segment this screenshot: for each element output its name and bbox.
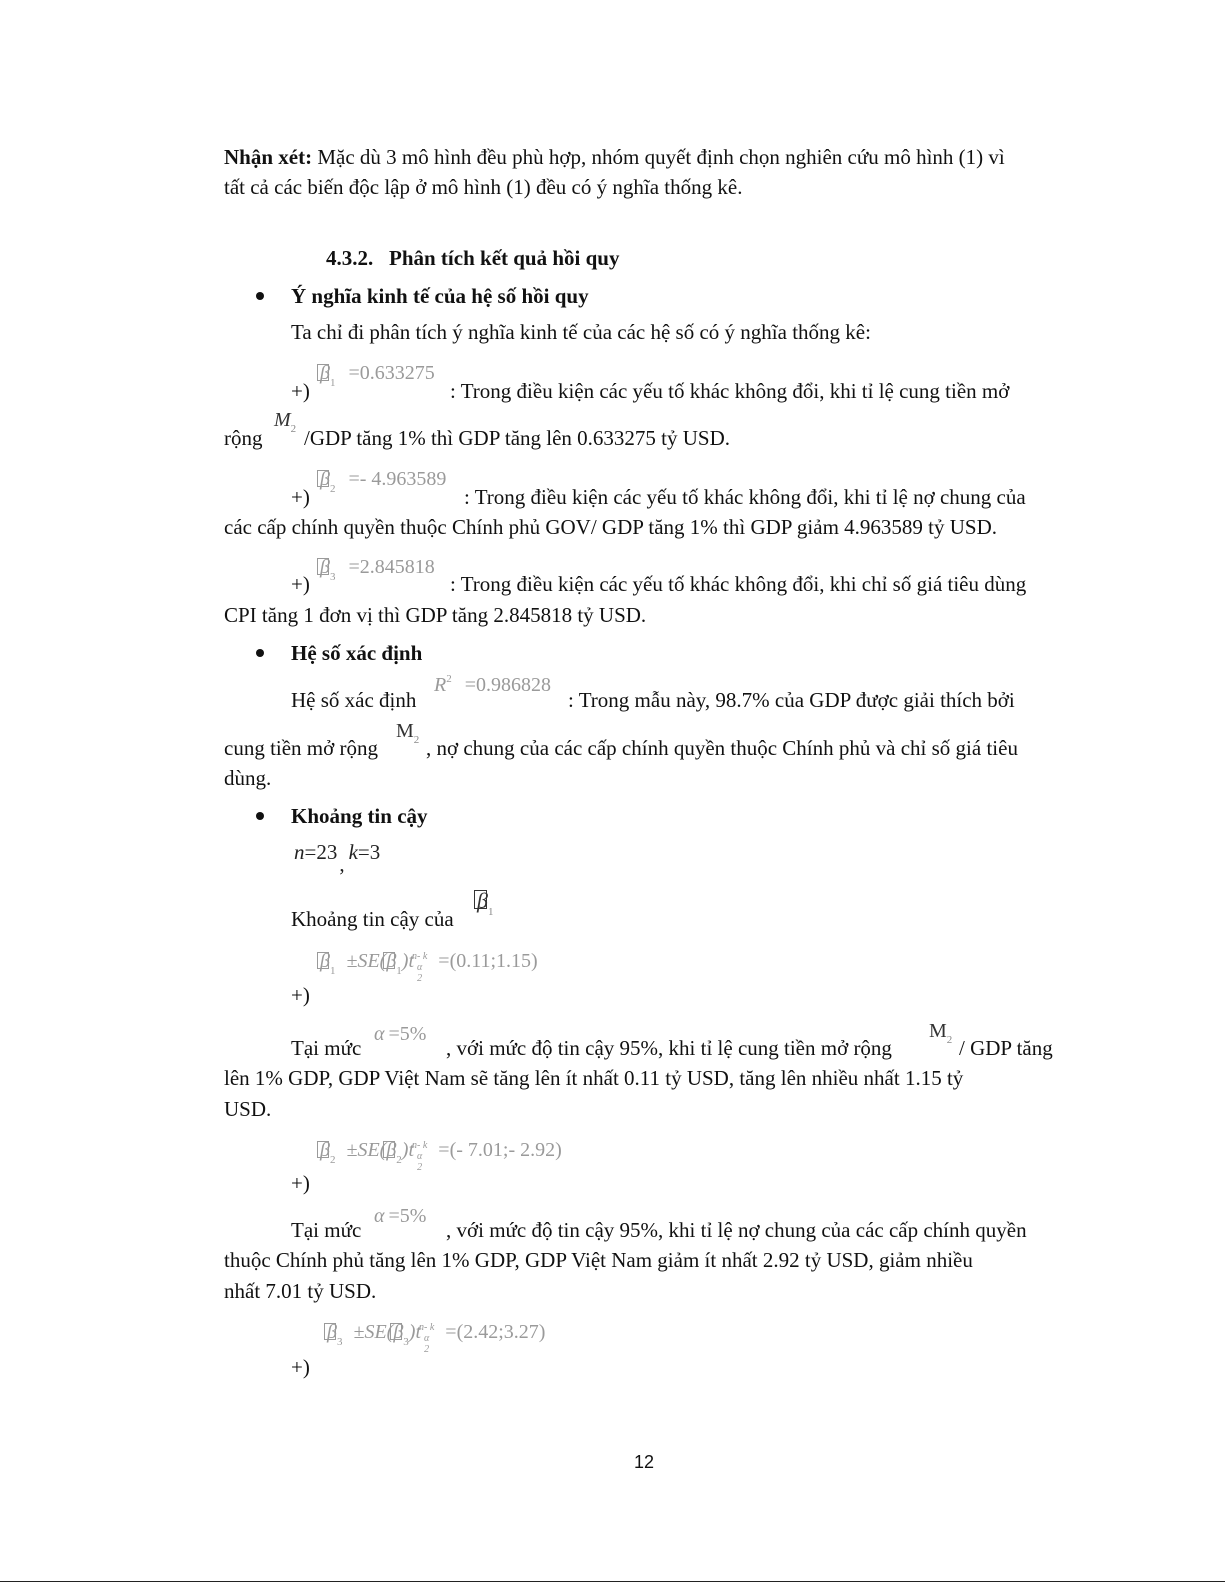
remark-text-1: Mặc dù 3 mô hình đều phù hợp, nhóm quyết định chọn nghiên cứu mô hình (1) vì xyxy=(312,145,1005,169)
r2-text-2b: , nợ chung của các cấp chính quyền thuộc Chính phủ và chỉ số giá tiêu xyxy=(426,736,1018,760)
beta3-text-1: : Trong điều kiện các yếu tố khác không đổi, khi chỉ số giá tiêu dùng xyxy=(450,572,1027,596)
beta2-formula xyxy=(320,468,447,495)
section-number: 4.3.2. xyxy=(326,246,374,270)
ci-p1-b: , với mức độ tin cậy 95%, khi tỉ lệ cung tiền mở rộng xyxy=(446,1036,892,1060)
bullet-dot xyxy=(256,812,264,820)
beta1-sub: 1 xyxy=(329,377,336,389)
r2-sup: 2 xyxy=(446,673,452,685)
section-heading xyxy=(326,243,620,273)
ci-p2-a: Tại mức xyxy=(291,1218,362,1242)
beta3-formula xyxy=(320,556,435,583)
r2-formula xyxy=(434,674,551,697)
r2-value: =0.986828 xyxy=(464,674,551,696)
remark-label: Nhận xét: xyxy=(224,145,313,169)
ci-plus-2: +) xyxy=(291,1171,310,1195)
ci-plus-3: +) xyxy=(291,1355,310,1379)
m2-symbol: $M_2$ xyxy=(929,1020,953,1046)
ci-heading: Khoảng tin cậy xyxy=(291,804,428,828)
r2-heading: Hệ số xác định xyxy=(291,641,423,665)
n-k-values: n=23, k=3 xyxy=(294,840,381,876)
bullet-dot xyxy=(256,292,264,300)
ci-p1-a: Tại mức xyxy=(291,1036,362,1060)
beta3-text-2: CPI tăng 1 đơn vị thì GDP tăng 2.845818 tỷ USD. xyxy=(224,603,647,627)
page-bottom-rule xyxy=(0,1581,1225,1582)
beta1-text-2a: rộng xyxy=(224,426,263,450)
bullet-dot xyxy=(256,649,264,657)
beta2-text-1: : Trong điều kiện các yếu tố khác không đổi, khi tỉ lệ nợ chung của xyxy=(464,485,1026,509)
beta2-sub: 2 xyxy=(329,483,336,495)
k-symbol: k xyxy=(348,840,358,864)
page-number: 12 xyxy=(634,1452,655,1472)
beta3-plus: +) xyxy=(291,572,310,596)
n-symbol: n xyxy=(294,840,305,864)
r2-symbol: R xyxy=(434,674,447,696)
ci-value-1: =(0.11;1.15) xyxy=(438,950,538,972)
r2-text-3: dùng. xyxy=(224,766,272,790)
ci-p2-b: , với mức độ tin cậy 95%, khi tỉ lệ nợ chung của các cấp chính quyền xyxy=(446,1218,1027,1242)
beta1-formula xyxy=(320,362,435,389)
ci-p1-line3: USD. xyxy=(224,1097,272,1121)
ci-label: Khoảng tin cậy của xyxy=(291,907,454,931)
remark-line-1 xyxy=(224,142,1005,172)
beta2-plus: +) xyxy=(291,485,310,509)
r2-text-1: : Trong mẫu này, 98.7% của GDP được giải thích bởi xyxy=(568,688,1015,712)
ci-formula-1: $\beta_1 \pm SE$( $\beta_1)tn-$ k α 2 =(0.11;1.15) xyxy=(320,950,538,984)
beta-hat-symbol: β xyxy=(320,556,330,579)
beta1-text-1: : Trong điều kiện các yếu tố khác không đổi, khi tỉ lệ cung tiền mở xyxy=(450,379,1010,403)
ci-formula-2: $\beta_2 \pm SE$( $\beta_2)tn-$ k α 2 =(- 7.01;- 2.92) xyxy=(320,1139,562,1173)
econ-meaning-intro: Ta chỉ đi phân tích ý nghĩa kinh tế của các hệ số có ý nghĩa thống kê: xyxy=(291,320,871,344)
section-title: Phân tích kết quả hồi quy xyxy=(389,246,620,270)
ci-value-3: =(2.42;3.27) xyxy=(445,1321,546,1343)
m2-symbol: $M_2$ xyxy=(274,409,297,435)
ci-formula-3: $\beta_3 \pm SE$( $\beta_3)tn-$ k α 2 =(2.42;3.27) xyxy=(327,1321,545,1355)
beta3-value: =2.845818 xyxy=(348,556,435,578)
r2-text-2a: cung tiền mở rộng xyxy=(224,736,378,760)
beta3-sub: 3 xyxy=(329,571,336,583)
beta2-text-2: các cấp chính quyền thuộc Chính phủ GOV/ GDP tăng 1% thì GDP giảm 4.963589 tỷ USD. xyxy=(224,515,998,539)
ci-beta1-symbol: $\beta_1$ xyxy=(477,888,493,914)
econ-meaning-heading: Ý nghĩa kinh tế của hệ số hồi quy xyxy=(291,284,589,308)
beta1-plus: +) xyxy=(291,379,310,403)
m2-symbol: $M_2$ xyxy=(396,720,420,746)
ci-p1-c: / GDP tăng xyxy=(959,1036,1053,1060)
ci-p2-line3: nhất 7.01 tỷ USD. xyxy=(224,1279,377,1303)
k-value: =3 xyxy=(357,840,381,864)
n-value: =23 xyxy=(304,840,338,864)
ci-value-2: =(- 7.01;- 2.92) xyxy=(438,1139,562,1161)
beta2-value: =- 4.963589 xyxy=(348,468,447,490)
r2-label: Hệ số xác định xyxy=(291,688,417,712)
ci-p1-line2: lên 1% GDP, GDP Việt Nam sẽ tăng lên ít nhất 0.11 tỷ USD, tăng lên nhiều nhất 1.15 tỷ xyxy=(224,1066,964,1090)
alpha-formula: α =5% xyxy=(374,1023,427,1045)
alpha-formula: α =5% xyxy=(374,1205,427,1227)
beta-hat-symbol: β xyxy=(320,362,330,385)
beta-hat-symbol: β xyxy=(320,468,330,491)
ci-p2-line2: thuộc Chính phủ tăng lên 1% GDP, GDP Việt Nam giảm ít nhất 2.92 tỷ USD, giảm nhiều xyxy=(224,1248,973,1272)
remark-line-2: tất cả các biến độc lập ở mô hình (1) đều có ý nghĩa thống kê. xyxy=(224,175,743,199)
ci-plus-1: +) xyxy=(291,983,310,1007)
beta1-text-2b: /GDP tăng 1% thì GDP tăng lên 0.633275 tỷ USD. xyxy=(304,426,731,450)
beta1-value: =0.633275 xyxy=(348,362,435,384)
